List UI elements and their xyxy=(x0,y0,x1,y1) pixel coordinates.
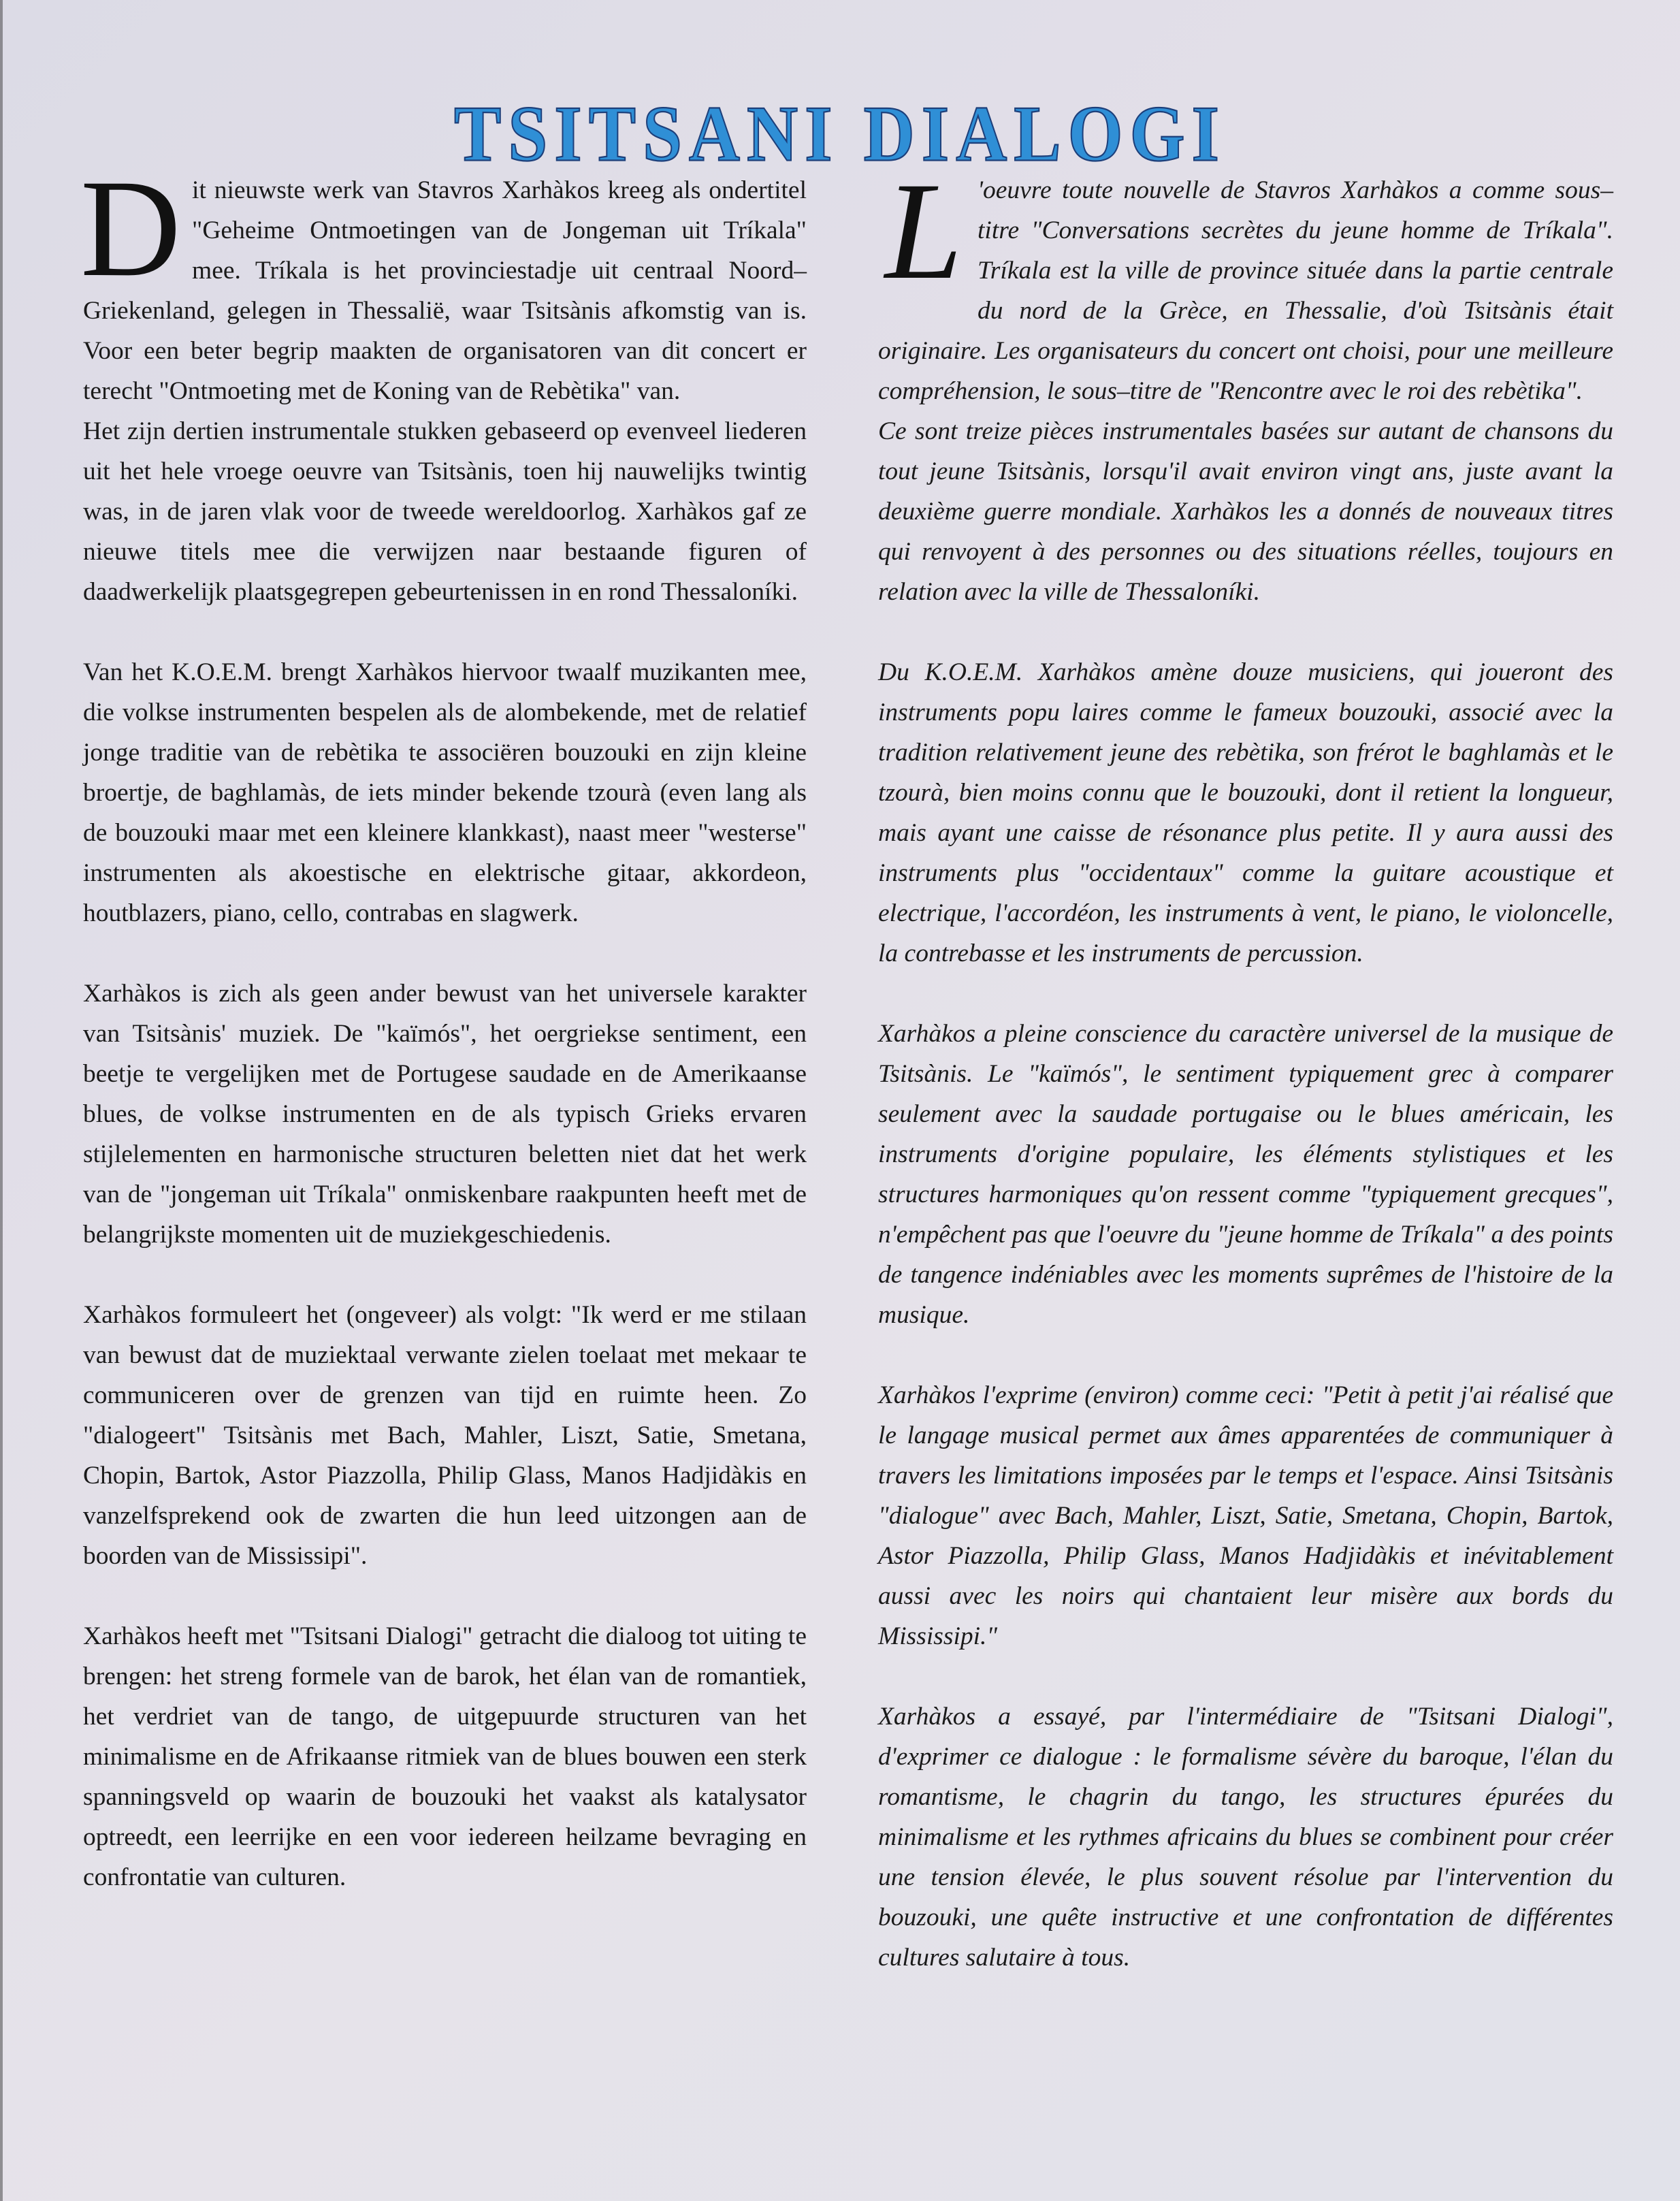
french-paragraph: Xarhàkos l'exprime (environ) comme ceci: "Petit à petit j'ai réalisé que le langage musical permet aux âmes apparentées de communiquer à travers les limitations imposées par le temps et l'espace. Ainsi Tsitsànis "dialogue" avec Bach, Mahler, Liszt, Satie, Smetana, Chopin, Bartok, Astor Piazzolla, Philip Glass, Manos Hadjidàkis et inévitablement aussi avec les noirs qui chantaient leur misère aux bords du Mississipi." xyxy=(878,1381,1613,1650)
dropcap-d: D xyxy=(80,151,182,306)
dutch-paragraph-1-text: it nieuwste werk van Stavros Xarhàkos kreeg als ondertitel "Geheime Ontmoetingen van de Jongeman uit Tríkala" mee. Tríkala is het provinciestadje uit centraal Noord–Griekenland, gelegen in Thessalië, waar Tsitsànis afkomstig van is. Voor een beter begrip maakten de organisatoren van dit concert er terecht "Ontmoeting met de Koning van de Rebètika" van. xyxy=(83,176,807,405)
french-paragraph-intro xyxy=(878,154,1613,411)
french-paragraph-1-text: 'oeuvre toute nouvelle de Stavros Xarhàkos a comme sous–titre "Conversations secrètes du jeune homme de Tríkala". Tríkala est la ville de province située dans la partie centrale du nord de la Grèce, en Thessalie, d'où Tsitsànis était originaire. Les organisateurs du concert ont choisi, pour une meilleure compréhension, le sous–titre de "Rencontre avec le roi des rebètika". xyxy=(878,176,1613,405)
page-edge-shadow xyxy=(0,0,3,2201)
french-paragraph: Du K.O.E.M. Xarhàkos amène douze musiciens, qui joueront des instruments popu laires comme le fameux bouzouki, associé avec la tradition relativement jeune des rebètika, son frérot le baghlamàs et le tzourà, bien moins connu que le bouzouki, dont il retient la longueur, mais ayant une caisse de résonance plus petite. Il y aura aussi des instruments plus "occidentaux" comme la guitare acoustique et electrique, l'accordéon, les instruments à vent, le piano, le violoncelle, la contrebasse et les instruments de percussion. xyxy=(878,658,1613,967)
dropcap-l: L xyxy=(885,154,963,308)
french-column xyxy=(878,154,1613,2018)
french-paragraph: Xarhàkos a essayé, par l'intermédiaire de "Tsitsani Dialogi", d'exprimer ce dialogue : le formalisme sévère du baroque, l'élan du romantisme, le chagrin du tango, les structures épurées du minimalisme et les rythmes africains du blues se combinent pour créer une tension élevée, le plus souvent résolue par l'intervention du bouzouki, une quête instructive et une confrontation de différentes cultures salutaire à tous. xyxy=(878,1703,1613,1972)
dutch-paragraph: Van het K.O.E.M. brengt Xarhàkos hiervoor twaalf muzikanten mee, die volkse instrumenten bespelen als de alombekende, met de relatief jonge traditie van de rebètika te associëren bouzouki en zijn kleine broertje, de baghlamàs, de iets minder bekende tzourà (even lang als de bouzouki maar met een kleinere klankkast), naast meer "westerse" instrumenten als akoestische en elektrische gitaar, akkordeon, houtblazers, piano, cello, contrabas en slagwerk. xyxy=(83,658,807,927)
french-paragraph: Ce sont treize pièces instrumentales basées sur autant de chansons du tout jeune Tsitsànis, lorsqu'il avait environ vingt ans, juste avant la deuxième guerre mondiale. Xarhàkos les a donnés de nouveaux titres qui renvoyent à des personnes ou des situations réelles, toujours en relation avec la ville de Thessaloníki. xyxy=(878,417,1613,606)
dutch-paragraph-intro xyxy=(80,151,807,411)
dutch-paragraph: Xarhàkos heeft met "Tsitsani Dialogi" getracht die dialoog tot uiting te brengen: het streng formele van de barok, het élan van de romantiek, het verdriet van de tango, de uitgepuurde structuren van het minimalisme en de Afrikaanse ritmiek van de blues bouwen een sterk spanningsveld op waarin de bouzouki het vaakst als katalysator optreedt, een leerrijke en een voor iedereen heilzame bevraging en confrontatie van culturen. xyxy=(83,1622,807,1891)
dutch-paragraph: Xarhàkos is zich als geen ander bewust van het universele karakter van Tsitsànis' muziek. De "kaïmós", het oergriekse sentiment, een beetje te vergelijken met de Portugese saudade en de Amerikaanse blues, de volkse instrumenten en de als typisch Grieks ervaren stijlelementen en harmonische structuren beletten niet dat het werk van de "jongeman uit Tríkala" onmiskenbare raakpunten heeft met de belangrijkste momenten uit de muziekgeschiedenis. xyxy=(83,980,807,1249)
dutch-paragraph: Het zijn dertien instrumentale stukken gebaseerd op evenveel liederen uit het hele vroege oeuvre van Tsitsànis, toen hij nauwelijks twintig was, in de jaren vlak voor de tweede wereldoorlog. Xarhàkos gaf ze nieuwe titels mee die verwijzen naar bestaande figuren of daadwerkelijk plaatsgegrepen gebeurtenissen in en rond Thessaloníki. xyxy=(83,417,807,606)
page-title: TSITSANI DIALOGI xyxy=(454,89,1226,178)
dutch-column xyxy=(80,151,807,1938)
french-paragraph: Xarhàkos a pleine conscience du caractère universel de la musique de Tsitsànis. Le "kaïmós", le sentiment typiquement grec à comparer seulement avec la saudade portugaise ou le blues américain, les instruments d'origine populaire, les éléments stylistiques et les structures harmoniques qu'on ressent comme "typiquement grecques", n'empêchent pas que l'oeuvre du "jeune homme de Tríkala" a des points de tangence indéniables avec les moments suprêmes de l'histoire de la musique. xyxy=(878,1020,1613,1329)
dutch-paragraph: Xarhàkos formuleert het (ongeveer) als volgt: "Ik werd er me stilaan van bewust dat de muziektaal verwante zielen toelaat met mekaar te communiceren over de grenzen van tijd en ruimte heen. Zo "dialogeert" Tsitsànis met Bach, Mahler, Liszt, Satie, Smetana, Chopin, Bartok, Astor Piazzolla, Philip Glass, Manos Hadjidàkis en vanzelfsprekend ook de zwarten die hun leed uitzongen aan de boorden van de Mississipi". xyxy=(83,1301,807,1570)
